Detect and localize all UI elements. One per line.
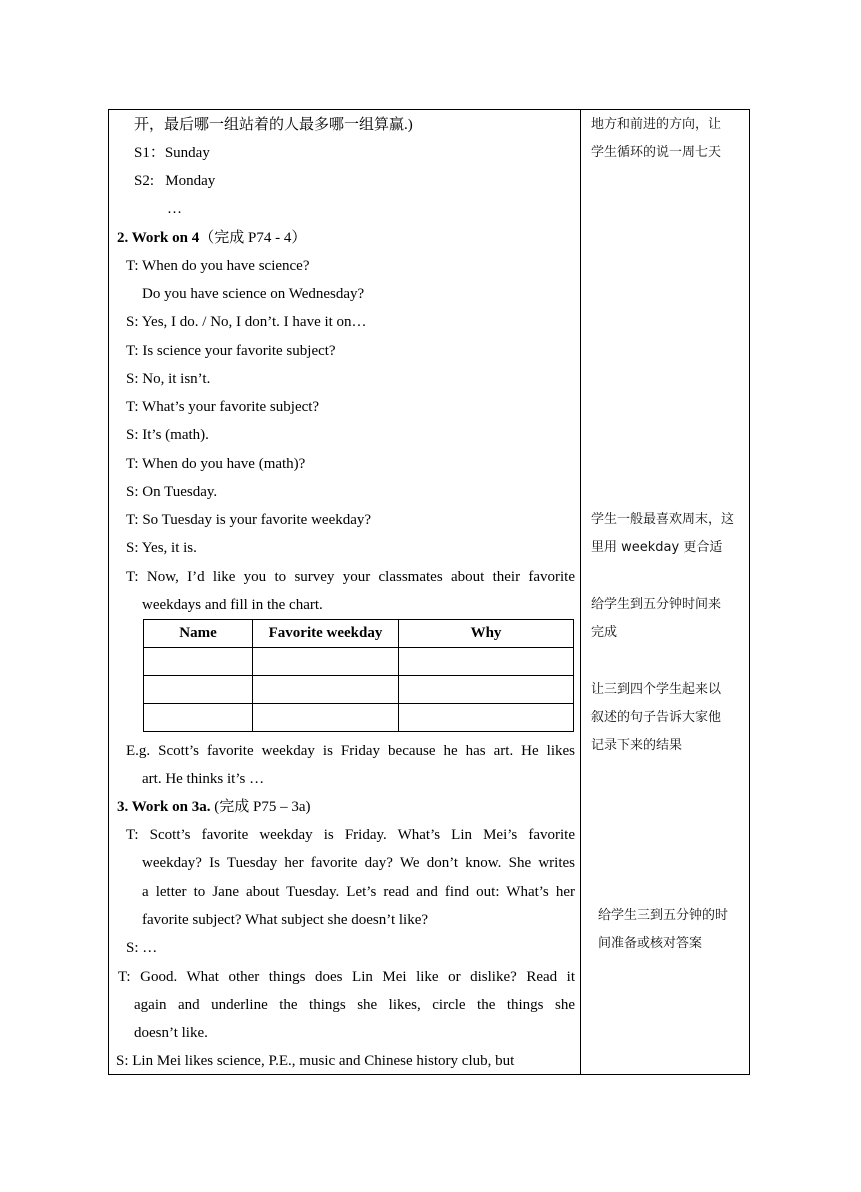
text-line: T: Now, I’d like you to survey your classmates about their favorite bbox=[126, 569, 575, 585]
survey-cell bbox=[399, 648, 574, 676]
survey-row bbox=[144, 676, 574, 704]
note-line: 叙述的句子告诉大家他 bbox=[591, 710, 722, 725]
text-line: S: Lin Mei likes science, P.E., music and Chinese history club, but bbox=[116, 1053, 515, 1069]
survey-cell bbox=[144, 704, 253, 732]
survey-header-row bbox=[144, 620, 574, 648]
text-line: T: When do you have science? bbox=[126, 258, 310, 274]
text-line: S: No, it isn’t. bbox=[126, 371, 211, 387]
text-line: S: Yes, I do. / No, I don’t. I have it on… bbox=[126, 314, 367, 330]
lesson-table-frame bbox=[108, 109, 750, 1075]
text-line: T: So Tuesday is your favorite weekday? bbox=[126, 512, 372, 528]
survey-cell bbox=[399, 704, 574, 732]
text-line: … bbox=[167, 201, 182, 217]
column-divider bbox=[580, 109, 581, 1075]
note-line: 间准备或核对答案 bbox=[598, 936, 703, 951]
survey-cell bbox=[253, 648, 399, 676]
text-line: a letter to Jane about Tuesday. Let’s read and find out: What’s her bbox=[142, 884, 575, 900]
section-heading bbox=[117, 797, 311, 817]
note-line: 让三到四个学生起来以 bbox=[591, 682, 722, 697]
text-line: again and underline the things she likes, circle the things she bbox=[134, 997, 575, 1013]
text-line: S: It’s (math). bbox=[126, 427, 209, 443]
text-line: T: Is science your favorite subject? bbox=[126, 343, 336, 359]
text-line: S2: Monday bbox=[134, 173, 216, 189]
survey-row bbox=[144, 704, 574, 732]
section-heading-ref: （完成 P74 - 4） bbox=[199, 230, 307, 246]
note-line: 学生一般最喜欢周末，这 bbox=[591, 512, 735, 527]
text-line: T: Scott’s favorite weekday is Friday. What’s Lin Mei’s favorite bbox=[126, 827, 575, 843]
note-line: 完成 bbox=[591, 625, 618, 640]
survey-cell bbox=[144, 676, 253, 704]
section-heading-title: 2. Work on 4 bbox=[117, 230, 200, 246]
text-line: E.g. Scott’s favorite weekday is Friday because he has art. He likes bbox=[126, 743, 575, 759]
survey-cell bbox=[144, 648, 253, 676]
text-line: S: … bbox=[126, 940, 158, 956]
section-heading-ref: (完成 P75 – 3a) bbox=[210, 799, 311, 815]
text-line: Do you have science on Wednesday? bbox=[142, 286, 365, 302]
survey-header-name: Name bbox=[144, 620, 253, 648]
section-heading bbox=[117, 228, 306, 248]
text-line: doesn’t like. bbox=[134, 1025, 208, 1041]
text-line: S1：Sunday bbox=[134, 145, 210, 161]
text-line: 开，最后哪一组站着的人最多哪一组算赢.) bbox=[134, 117, 413, 133]
survey-chart bbox=[143, 619, 574, 732]
note-line: 给学生三到五分钟的时 bbox=[598, 908, 729, 923]
text-line: T: What’s your favorite subject? bbox=[126, 399, 320, 415]
text-line: weekday? Is Tuesday her favorite day? We don’t know. She writes bbox=[142, 855, 575, 871]
survey-row bbox=[144, 648, 574, 676]
note-line: 学生循环的说一周七天 bbox=[591, 145, 722, 160]
text-line: favorite subject? What subject she doesn’t like? bbox=[142, 912, 429, 928]
text-line: weekdays and fill in the chart. bbox=[142, 597, 323, 613]
note-line: 里用 weekday 更合适 bbox=[591, 540, 723, 555]
note-line: 给学生到五分钟时间来 bbox=[591, 597, 722, 612]
note-line: 地方和前进的方向，让 bbox=[591, 117, 722, 132]
text-line: art. He thinks it’s … bbox=[142, 771, 265, 787]
text-line: T: Good. What other things does Lin Mei like or dislike? Read it bbox=[118, 969, 575, 985]
note-line: 记录下来的结果 bbox=[591, 738, 683, 753]
text-line: S: Yes, it is. bbox=[126, 540, 197, 556]
text-line: S: On Tuesday. bbox=[126, 484, 218, 500]
survey-cell bbox=[399, 676, 574, 704]
survey-header-weekday: Favorite weekday bbox=[253, 620, 399, 648]
text-line: T: When do you have (math)? bbox=[126, 456, 306, 472]
section-heading-title: 3. Work on 3a. bbox=[117, 799, 211, 815]
survey-cell bbox=[253, 704, 399, 732]
survey-header-why: Why bbox=[399, 620, 574, 648]
survey-cell bbox=[253, 676, 399, 704]
